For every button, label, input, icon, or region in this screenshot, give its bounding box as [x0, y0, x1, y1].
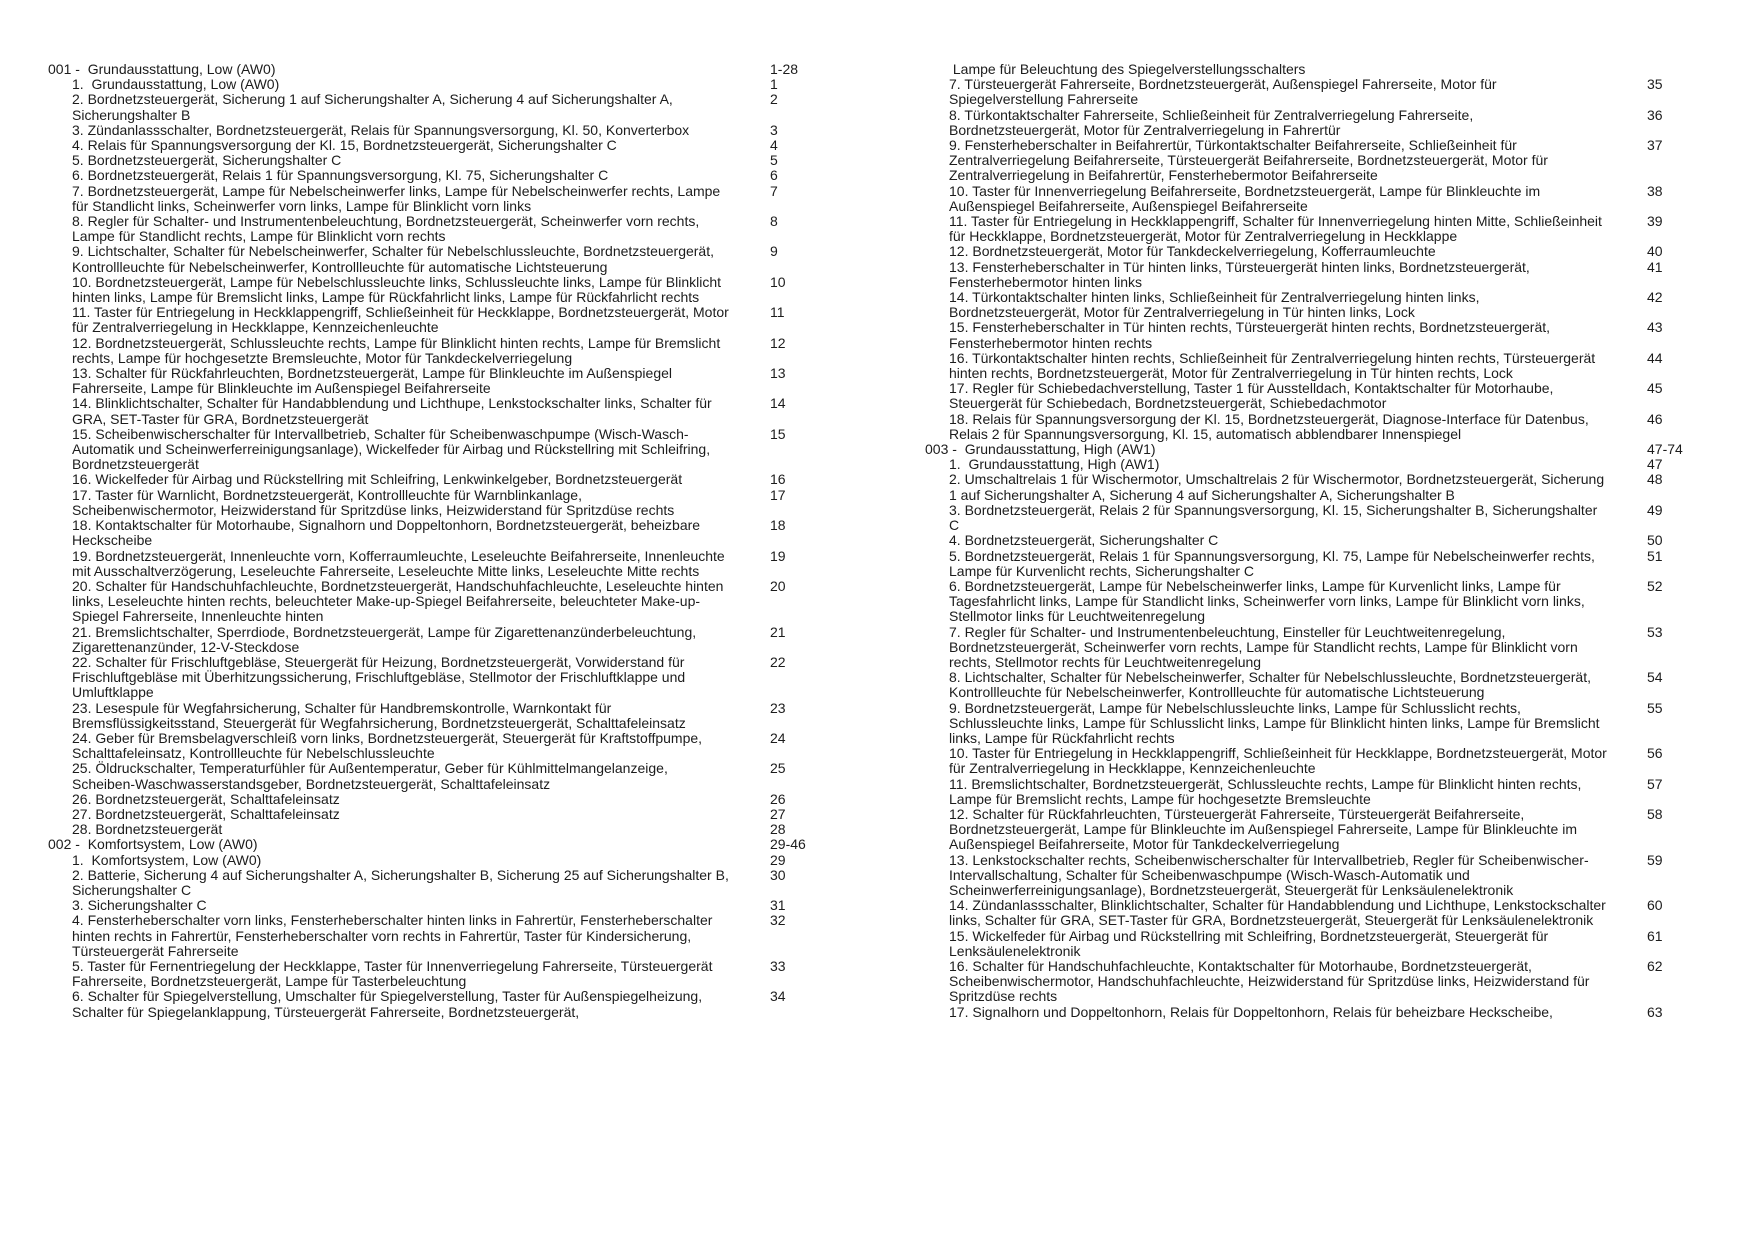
entry-page-number: 39 — [1647, 213, 1663, 230]
index-entry-row — [925, 625, 1715, 671]
index-entry-row — [48, 655, 838, 701]
entry-page-number: 11 — [770, 304, 785, 321]
entry-text: 9. Fensterheberschalter in Beifahrertür, Türkontaktschalter Beifahrerseite, Schließeinheit für Zentralverriegelung Beifahrerseite, Türsteuergerät Beifahrerseite, Bordnetzsteuergerät, Motor für Zentralverriegelung in Beifahrertür, Fensterhebermotor Beifahrerseite — [949, 137, 1552, 184]
entry-page-number: 30 — [770, 866, 786, 883]
entry-text: 13. Schalter für Rückfahrleuchten, Bordnetzsteuergerät, Lampe für Blinkleuchte im Außenspiegel Fahrerseite, Lampe für Blinkleuchte im Außenspiegel Beifahrerseite — [72, 365, 676, 397]
index-entry-row — [48, 275, 838, 305]
entry-page-number: 16 — [770, 471, 786, 488]
index-entry-row — [925, 381, 1715, 411]
index-entry-row — [925, 290, 1715, 320]
entry-page-number: 27 — [770, 805, 786, 822]
index-entry-row — [48, 427, 838, 473]
index-entry-row — [48, 336, 838, 366]
entry-page-number: 52 — [1647, 577, 1663, 594]
index-entry-row — [48, 366, 838, 396]
entry-text: 6. Bordnetzsteuergerät, Relais 1 für Spannungsversorgung, Kl. 75, Sicherungshalter C — [72, 167, 609, 184]
index-entry-row — [48, 701, 838, 731]
entry-page-number: 35 — [1647, 76, 1663, 93]
entry-page-number: 23 — [770, 699, 786, 716]
entry-page-number: 55 — [1647, 699, 1663, 716]
index-entry-row — [48, 898, 838, 913]
entry-text: 15. Wickelfeder für Airbag und Rückstellring mit Schleifring, Bordnetzsteuergerät, Steuergerät für Lenksäulenelektronik — [949, 927, 1553, 959]
entry-page-number: 10 — [770, 273, 786, 290]
entry-text: 003 - Grundausstattung, High (AW1) — [925, 441, 1156, 458]
entry-page-number: 14 — [770, 395, 786, 412]
entry-text: 7. Türsteuergerät Fahrerseite, Bordnetzsteuergerät, Außenspiegel Fahrerseite, Motor für Spiegelverstellung Fahrerseite — [949, 76, 1501, 108]
section-header-row — [48, 837, 838, 852]
entry-text: 3. Sicherungshalter C — [72, 897, 207, 914]
index-entry-row — [48, 488, 838, 518]
index-entry-row — [48, 518, 838, 548]
index-entry-row — [48, 579, 838, 625]
entry-page-number: 44 — [1647, 349, 1663, 366]
index-entry-row — [48, 123, 838, 138]
entry-page-number: 33 — [770, 957, 786, 974]
index-entry-row — [48, 214, 838, 244]
continuation-row — [925, 62, 1715, 77]
index-entry-row — [925, 929, 1715, 959]
entry-text: 7. Bordnetzsteuergerät, Lampe für Nebelscheinwerfer links, Lampe für Nebelscheinwerfer rechts, Lampe für Standlicht links, Scheinwerfer vorn links, Lampe für Blinklicht vorn links — [72, 182, 725, 214]
entry-page-number: 25 — [770, 760, 786, 777]
index-entry-row — [48, 184, 838, 214]
entry-page-number: 8 — [770, 213, 778, 230]
entry-text: 10. Bordnetzsteuergerät, Lampe für Nebelschlussleuchte links, Schlussleuchte links, Lampe für Blinklicht hinten links, Lampe für Bremslicht links, Lampe für Rückfahrlicht links, Lampe für Rückfahrlicht rechts — [72, 273, 725, 306]
index-entry-row — [48, 153, 838, 168]
entry-text: 12. Bordnetzsteuergerät, Motor für Tankdeckelverriegelung, Kofferraumleuchte — [949, 243, 1436, 260]
index-entry-row — [925, 533, 1715, 548]
entry-page-number: 57 — [1647, 775, 1663, 792]
entry-text: 8. Türkontaktschalter Fahrerseite, Schließeinheit für Zentralverriegelung Fahrerseite, Bordnetzsteuergerät, Motor für Zentralverriegelung in Fahrertür — [949, 106, 1478, 138]
entry-text: 26. Bordnetzsteuergerät, Schalttafeleinsatz — [72, 790, 340, 807]
entry-page-number: 43 — [1647, 319, 1663, 336]
section-header-row — [48, 62, 838, 77]
entry-text: 8. Regler für Schalter- und Instrumentenbeleuchtung, Bordnetzsteuergerät, Scheinwerfer vorn rechts, Lampe für Standlicht rechts, Lampe für Blinklicht vorn rechts — [72, 213, 704, 245]
entry-page-number: 61 — [1647, 927, 1663, 944]
index-entry-row — [925, 472, 1715, 502]
entry-page-number: 40 — [1647, 243, 1663, 260]
entry-text: 24. Geber für Bremsbelagverschleiß vorn links, Bordnetzsteuergerät, Steuergerät für Kraftstoffpumpe, Schalttafeleinsatz, Kontrollleuchte für Nebelschlussleuchte — [72, 729, 706, 762]
entry-page-number: 15 — [770, 425, 786, 442]
entry-page-number: 2 — [770, 91, 778, 108]
entry-text: 12. Schalter für Rückfahrleuchten, Türsteuergerät Fahrerseite, Türsteuergerät Beifahrerseite, Bordnetzsteuergerät, Lampe für Blinkleuchte im Außenspiegel Fahrerseite, Lampe für Blinkleuchte im Außenspiegel Beifahrerseite, Motor für Tankdeckelverriegelung — [949, 805, 1581, 853]
entry-text: 27. Bordnetzsteuergerät, Schalttafeleinsatz — [72, 805, 340, 822]
entry-page-number: 12 — [770, 334, 786, 351]
index-entry-row — [48, 868, 838, 898]
index-entry-row — [925, 351, 1715, 381]
entry-page-number: 9 — [770, 243, 778, 260]
entry-page-number: 41 — [1647, 258, 1663, 275]
index-entry-row — [48, 731, 838, 761]
index-entry-row — [48, 549, 838, 579]
index-entry-row — [925, 260, 1715, 290]
index-entry-row — [48, 625, 838, 655]
entry-page-number: 21 — [770, 623, 786, 640]
entry-text: 001 - Grundausstattung, Low (AW0) — [48, 62, 276, 77]
entry-text: 16. Wickelfeder für Airbag und Rückstellring mit Schleifring, Lenkwinkelgeber, Bordnetzsteuergerät — [72, 471, 683, 488]
entry-page-number: 26 — [770, 790, 786, 807]
entry-text: 002 - Komfortsystem, Low (AW0) — [48, 836, 258, 853]
entry-page-number: 31 — [770, 897, 786, 914]
entry-text: 22. Schalter für Frischluftgebläse, Steuergerät für Heizung, Bordnetzsteuergerät, Vorwiderstand für Frischluftgebläse mit Überhitzungssicherung, Frischluftgebläse, Stellmotor der Frischluftklappe und Umluftklappe — [72, 653, 690, 701]
entry-page-number: 18 — [770, 517, 786, 534]
entry-page-number: 17 — [770, 486, 786, 503]
entry-text: 16. Türkontaktschalter hinten rechts, Schließeinheit für Zentralverriegelung hinten rechts, Türsteuergerät hinten rechts, Bordnetzsteuergerät, Motor für Zentralverriegelung in Tür hinten rechts, Lock — [949, 349, 1600, 382]
index-entry-row — [925, 670, 1715, 700]
index-entry-row — [48, 807, 838, 822]
index-entry-row — [925, 549, 1715, 579]
index-entry-row — [48, 792, 838, 807]
index-entry-row — [48, 822, 838, 837]
index-entry-row — [925, 457, 1715, 472]
index-entry-row — [925, 777, 1715, 807]
index-entry-row — [48, 761, 838, 791]
index-entry-row — [48, 959, 838, 989]
entry-page-number: 19 — [770, 547, 786, 564]
entry-text: 1. Grundausstattung, Low (AW0) — [72, 76, 280, 93]
index-entry-row — [925, 898, 1715, 928]
entry-page-number: 62 — [1647, 957, 1663, 974]
entry-page-number: 59 — [1647, 851, 1663, 868]
entry-text: 9. Bordnetzsteuergerät, Lampe für Nebelschlussleuchte links, Lampe für Schlusslicht rechts, Schlussleuchte links, Lampe für Schlusslicht links, Lampe für Blinklicht hinten links, Lampe für Bremslicht links, Lampe für Rückfahrlicht rechts — [949, 699, 1604, 746]
entry-text: 5. Bordnetzsteuergerät, Sicherungshalter C — [72, 152, 342, 169]
index-entry-row — [925, 244, 1715, 259]
entry-text: 14. Türkontaktschalter hinten links, Schließeinheit für Zentralverriegelung hinten links, Bordnetzsteuergerät, Motor für Zentralverriegelung in Tür hinten links, Lock — [949, 289, 1484, 321]
index-entry-row — [925, 320, 1715, 350]
entry-text: 5. Bordnetzsteuergerät, Relais 1 für Spannungsversorgung, Kl. 75, Lampe für Nebelscheinwerfer rechts, Lampe für Kurvenlicht rechts, Sicherungshalter C — [949, 547, 1599, 579]
index-entry-row — [925, 138, 1715, 184]
index-entry-row — [48, 92, 838, 122]
entry-page-number: 36 — [1647, 106, 1663, 123]
entry-page-number: 50 — [1647, 532, 1663, 549]
entry-text: 5. Taster für Fernentriegelung der Heckklappe, Taster für Innenverriegelung Fahrerseite, Türsteuergerät Fahrerseite, Bordnetzsteuergerät, Lampe für Tasterbeleuchtung — [72, 957, 717, 990]
entry-text: 17. Regler für Schiebedachverstellung, Taster 1 für Ausstelldach, Kontaktschalter für Motorhaube, Steuergerät für Schiebedach, Bordnetzsteuergerät, Schiebedachmotor — [949, 380, 1558, 412]
entry-page-number: 56 — [1647, 745, 1663, 762]
entry-page-number: 49 — [1647, 501, 1663, 518]
index-entry-row — [48, 913, 838, 959]
index-entry-row — [925, 503, 1715, 533]
entry-page-number: 22 — [770, 653, 786, 670]
index-entry-row — [925, 214, 1715, 244]
entry-text: 4. Bordnetzsteuergerät, Sicherungshalter C — [949, 532, 1219, 549]
entry-text: 1. Komfortsystem, Low (AW0) — [72, 851, 262, 868]
index-entry-row — [925, 701, 1715, 747]
index-entry-row — [925, 959, 1715, 1005]
entry-page-number: 58 — [1647, 805, 1663, 822]
entry-text: 2. Batterie, Sicherung 4 auf Sicherungshalter A, Sicherungshalter B, Sicherung 25 auf Sicherungshalter B, Sicherungshalter C — [72, 866, 733, 898]
index-column-left — [48, 62, 838, 1058]
entry-text: 3. Bordnetzsteuergerät, Relais 2 für Spannungsversorgung, Kl. 15, Sicherungshalter B, Sicherungshalter C — [949, 501, 1602, 534]
entry-text: 20. Schalter für Handschuhfachleuchte, Bordnetzsteuergerät, Handschuhfachleuchte, Leseleuchte hinten links, Leseleuchte hinten rechts, beleuchteter Make-up-Spiegel Beifahrerseite, beleuchteter Make-up-Spiegel Fahrerseite, Innenleuchte hinten — [72, 577, 728, 625]
entry-page-number: 29 — [770, 851, 786, 868]
entry-text: 14. Blinklichtschalter, Schalter für Handabblendung und Lichthupe, Lenkstockschalter links, Schalter für GRA, SET-Taster für GRA, Bordnetzsteuergerät — [72, 395, 716, 427]
entry-page-number: 38 — [1647, 182, 1663, 199]
index-entry-row — [48, 77, 838, 92]
entry-text: Lampe für Beleuchtung des Spiegelverstellungsschalters — [949, 62, 1306, 77]
index-entry-row — [925, 579, 1715, 625]
entry-text: 19. Bordnetzsteuergerät, Innenleuchte vorn, Kofferraumleuchte, Leseleuchte Beifahrerseite, Innenleuchte mit Ausschaltverzögerung, Leseleuchte Fahrerseite, Leseleuchte Mitte links, Leseleuchte Mitte rechts — [72, 547, 729, 579]
index-entry-row — [925, 184, 1715, 214]
index-entry-row — [925, 412, 1715, 442]
entry-text: 6. Bordnetzsteuergerät, Lampe für Nebelscheinwerfer links, Lampe für Kurvenlicht links, Lampe für Tagesfahrlicht links, Lampe für Standlicht links, Scheinwerfer vorn links, Lampe für Blinklicht vorn links, Stellmotor links für Leuchtweitenregelung — [949, 577, 1589, 625]
entry-text: 10. Taster für Entriegelung in Heckklappengriff, Schließeinheit für Heckklappe, Bordnetzsteuergerät, Motor für Zentralverriegelung in Heckklappe, Kennzeichenleuchte — [949, 745, 1611, 777]
entry-page-number: 1-28 — [770, 62, 799, 77]
entry-page-number: 1 — [770, 76, 778, 93]
entry-text: 1. Grundausstattung, High (AW1) — [949, 456, 1160, 473]
entry-text: 25. Öldruckschalter, Temperaturfühler für Außentemperatur, Geber für Kühlmittelmangelanzeige, Scheiben-Waschwasserstandsgeber, Bordnetzsteuergerät, Schalttafeleinsatz — [72, 760, 672, 792]
entry-page-number: 47-74 — [1647, 441, 1683, 458]
entry-text: 17. Taster für Warnlicht, Bordnetzsteuergerät, Kontrollleuchte für Warnblinkanlage, Scheibenwischermotor, Heizwiderstand für Spritzdüse links, Heizwiderstand für Spritzdüse rechts — [72, 486, 675, 518]
entry-text: 3. Zündanlassschalter, Bordnetzsteuergerät, Relais für Spannungsversorgung, Kl. 50, Konverterbox — [72, 121, 690, 138]
entry-page-number: 47 — [1647, 456, 1663, 473]
entry-text: 12. Bordnetzsteuergerät, Schlussleuchte rechts, Lampe für Blinklicht hinten rechts, Lampe für Bremslicht rechts, Lampe für hochgesetzte Bremsleuchte, Motor für Tankdeckelverriegelung — [72, 334, 725, 366]
index-entry-row — [925, 77, 1715, 107]
index-entry-row — [48, 396, 838, 426]
entry-page-number: 20 — [770, 577, 786, 594]
entry-page-number: 34 — [770, 988, 786, 1005]
index-entry-row — [48, 138, 838, 153]
index-entry-row — [48, 989, 838, 1019]
entry-page-number: 60 — [1647, 897, 1663, 914]
entry-page-number: 46 — [1647, 410, 1663, 427]
entry-page-number: 13 — [770, 365, 786, 382]
entry-page-number: 45 — [1647, 380, 1663, 397]
entry-page-number: 3 — [770, 121, 778, 138]
entry-text: 8. Lichtschalter, Schalter für Nebelscheinwerfer, Schalter für Nebelschlussleuchte, Bordnetzsteuergerät, Kontrollleuchte für Nebelscheinwerfer, Kontrollleuchte für automatische Lichtsteuerung — [949, 669, 1595, 701]
entry-text: 10. Taster für Innenverriegelung Beifahrerseite, Bordnetzsteuergerät, Lampe für Blinkleuchte im Außenspiegel Beifahrerseite, Außenspiegel Beifahrerseite — [949, 182, 1544, 214]
entry-page-number: 28 — [770, 821, 786, 838]
index-entry-row — [925, 1005, 1715, 1020]
entry-text: 9. Lichtschalter, Schalter für Nebelscheinwerfer, Schalter für Nebelschlussleuchte, Bordnetzsteuergerät, Kontrollleuchte für Nebelscheinwerfer, Kontrollleuchte für automatische Lichtsteuerung — [72, 243, 718, 275]
entry-page-number: 42 — [1647, 289, 1663, 306]
entry-text: 4. Relais für Spannungsversorgung der Kl. 15, Bordnetzsteuergerät, Sicherungshalter C — [72, 137, 617, 154]
entry-page-number: 32 — [770, 912, 786, 929]
entry-text: 11. Taster für Entriegelung in Heckklappengriff, Schalter für Innenverriegelung hinten Mitte, Schließeinheit für Heckklappe, Bordnetzsteuergerät, Motor für Zentralverriegelung in Heckklappe — [949, 213, 1606, 245]
entry-page-number: 37 — [1647, 137, 1663, 154]
entry-page-number: 53 — [1647, 623, 1663, 640]
entry-text: 18. Relais für Spannungsversorgung der Kl. 15, Bordnetzsteuergerät, Diagnose-Interface für Datenbus, Relais 2 für Spannungsversorgung, Kl. 15, automatisch abblendbarer Innenspiegel — [949, 410, 1593, 442]
index-entry-row — [48, 853, 838, 868]
entry-page-number: 7 — [770, 182, 778, 199]
entry-text: 15. Fensterheberschalter in Tür hinten rechts, Türsteuergerät hinten rechts, Bordnetzsteuergerät, Fensterhebermotor hinten rechts — [949, 319, 1554, 351]
entry-text: 2. Bordnetzsteuergerät, Sicherung 1 auf Sicherungshalter A, Sicherung 4 auf Sicherungshalter A, Sicherungshalter B — [72, 91, 677, 123]
index-column-right — [925, 62, 1715, 1058]
entry-text: 11. Bremslichtschalter, Bordnetzsteuergerät, Schlussleuchte rechts, Lampe für Blinklicht hinten rechts, Lampe für Bremslicht rechts, Lampe für hochgesetzte Bremsleuchte — [949, 775, 1586, 807]
entry-text: 2. Umschaltrelais 1 für Wischermotor, Umschaltrelais 2 für Wischermotor, Bordnetzsteuergerät, Sicherung 1 auf Sicherungshalter A, Sicherung 4 auf Sicherungshalter A, Sicherungshalter B — [949, 471, 1609, 503]
entry-page-number: 6 — [770, 167, 778, 184]
entry-text: 7. Regler für Schalter- und Instrumentenbeleuchtung, Einsteller für Leuchtweitenregelung, Bordnetzsteuergerät, Scheinwerfer vorn rechts, Lampe für Standlicht rechts, Lampe für Blinklicht vorn rechts, Stellmotor rechts für Leuchtweitenregelung — [949, 623, 1582, 670]
entry-page-number: 29-46 — [770, 836, 806, 853]
entry-text: 16. Schalter für Handschuhfachleuchte, Kontaktschalter für Motorhaube, Bordnetzsteuergerät, Scheibenwischermotor, Handschuhfachleuchte, Heizwiderstand für Spritzdüse links, Heizwiderstand für Spritzdüse rechts — [949, 957, 1594, 1005]
index-entry-row — [48, 244, 838, 274]
entry-text: 17. Signalhorn und Doppeltonhorn, Relais für Doppeltonhorn, Relais für beheizbare Heckscheibe, — [949, 1003, 1553, 1020]
entry-page-number: 24 — [770, 729, 786, 746]
index-entry-row — [925, 807, 1715, 853]
index-entry-row — [48, 472, 838, 487]
entry-text: 15. Scheibenwischerschalter für Intervallbetrieb, Schalter für Scheibenwaschpumpe (Wisch-Wasch-Automatik und Scheinwerferreinigungsanlage), Wickelfeder für Airbag und Rückstellring mit Schleifring, Bordnetzsteuergerät — [72, 425, 714, 473]
entry-text: 18. Kontaktschalter für Motorhaube, Signalhorn und Doppeltonhorn, Bordnetzsteuergerät, beheizbare Heckscheibe — [72, 517, 704, 549]
entry-page-number: 63 — [1647, 1003, 1663, 1020]
entry-text: 13. Fensterheberschalter in Tür hinten links, Türsteuergerät hinten links, Bordnetzsteuergerät, Fensterhebermotor hinten links — [949, 258, 1534, 290]
index-entry-row — [925, 746, 1715, 776]
index-entry-row — [925, 853, 1715, 899]
entry-page-number: 4 — [770, 137, 778, 154]
index-entry-row — [925, 108, 1715, 138]
entry-page-number: 48 — [1647, 471, 1663, 488]
entry-text: 13. Lenkstockschalter rechts, Scheibenwischerschalter für Intervallbetrieb, Regler für Scheibenwischer-Intervallschaltung, Schalter für Scheibenwaschpumpe (Wisch-Wasch-Automatik und Scheinwerferreinigungsanlage), Bordnetzsteuergerät, Steuergerät für Lenksäulenelektronik — [949, 851, 1589, 898]
section-header-row — [925, 442, 1715, 457]
entry-text: 21. Bremslichtschalter, Sperrdiode, Bordnetzsteuergerät, Lampe für Zigarettenanzünderbeleuchtung, Zigarettenanzünder, 12-V-Steckdose — [72, 623, 701, 655]
entry-page-number: 5 — [770, 152, 778, 169]
entry-text: 23. Lesespule für Wegfahrsicherung, Schalter für Handbremskontrolle, Warnkontakt für Bremsflüssigkeitsstand, Steuergerät für Wegfahrsicherung, Bordnetzsteuergerät, Schalttafeleinsatz — [72, 699, 686, 731]
entry-text: 4. Fensterheberschalter vorn links, Fensterheberschalter hinten links in Fahrertür, Fensterheberschalter hinten rechts in Fahrertür, Fensterheberschalter vorn rechts in Fahrertür, Taster für Kindersicherung, Türsteuergerät Fahrerseite — [72, 912, 717, 959]
entry-text: 11. Taster für Entriegelung in Heckklappengriff, Schließeinheit für Heckklappe, Bordnetzsteuergerät, Motor für Zentralverriegelung in Heckklappe, Kennzeichenleuchte — [72, 304, 733, 336]
index-entry-row — [48, 305, 838, 335]
index-entry-row — [48, 168, 838, 183]
entry-page-number: 51 — [1647, 547, 1663, 564]
entry-text: 6. Schalter für Spiegelverstellung, Umschalter für Spiegelverstellung, Taster für Außenspiegelheizung, Schalter für Spiegelanklappung, Türsteuergerät Fahrerseite, Bordnetzsteuergerät, — [72, 988, 706, 1020]
entry-text: 14. Zündanlassschalter, Blinklichtschalter, Schalter für Handabblendung und Lichthupe, Lenkstockschalter links, Schalter für GRA, SET-Taster für GRA, Bordnetzsteuergerät, Steuergerät für Lenksäulenelektronik — [949, 897, 1610, 929]
entry-text: 28. Bordnetzsteuergerät — [72, 821, 223, 838]
entry-page-number: 54 — [1647, 669, 1663, 686]
